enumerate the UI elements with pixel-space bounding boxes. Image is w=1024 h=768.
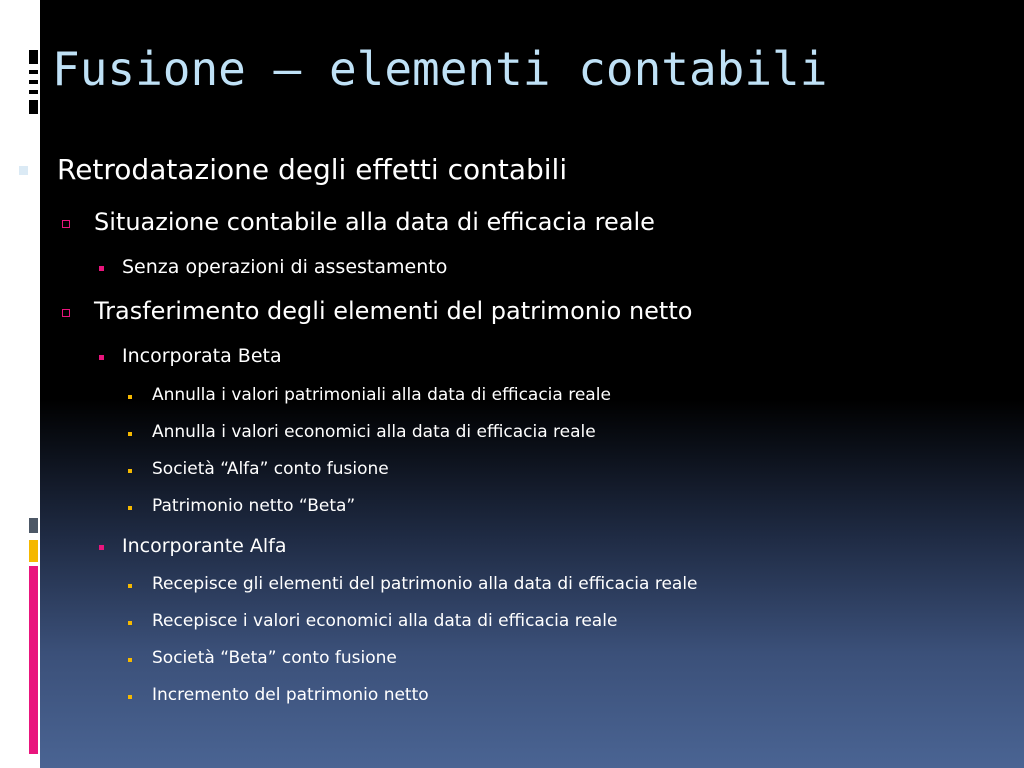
- level4-square-marker: [128, 621, 132, 625]
- bullet-text: Trasferimento degli elementi del patrimonio netto: [94, 297, 693, 325]
- level1-square-marker: [19, 166, 28, 175]
- level2-hollow-square-marker: [62, 309, 70, 317]
- bullet-text: Incorporata Beta: [122, 345, 282, 367]
- bullet-text: Recepisce gli elementi del patrimonio alla data di efficacia reale: [152, 574, 698, 594]
- bullet-text: Società “Beta” conto fusione: [152, 648, 397, 668]
- level3-square-marker: [99, 355, 104, 360]
- bullet-text: Incremento del patrimonio netto: [152, 685, 429, 705]
- level4-square-marker: [128, 395, 132, 399]
- level4-square-marker: [128, 506, 132, 510]
- bullet-text: Situazione contabile alla data di efficacia reale: [94, 208, 655, 236]
- bullet-text: Annulla i valori economici alla data di efficacia reale: [152, 422, 596, 442]
- level4-square-marker: [128, 432, 132, 436]
- bullet-text: Patrimonio netto “Beta”: [152, 496, 356, 516]
- bullet-text: Senza operazioni di assestamento: [122, 256, 448, 278]
- level4-square-marker: [128, 658, 132, 662]
- bullet-text: Società “Alfa” conto fusione: [152, 459, 389, 479]
- slide-title: Fusione – elementi contabili: [52, 42, 828, 96]
- level4-square-marker: [128, 584, 132, 588]
- bullet-text: Annulla i valori patrimoniali alla data di efficacia reale: [152, 385, 611, 405]
- level2-hollow-square-marker: [62, 220, 70, 228]
- level4-square-marker: [128, 469, 132, 473]
- level3-square-marker: [99, 266, 104, 271]
- level3-square-marker: [99, 545, 104, 550]
- level4-square-marker: [128, 695, 132, 699]
- bullet-text: Incorporante Alfa: [122, 535, 287, 557]
- bullet-text: Retrodatazione degli effetti contabili: [57, 153, 568, 186]
- bullet-text: Recepisce i valori economici alla data di efficacia reale: [152, 611, 618, 631]
